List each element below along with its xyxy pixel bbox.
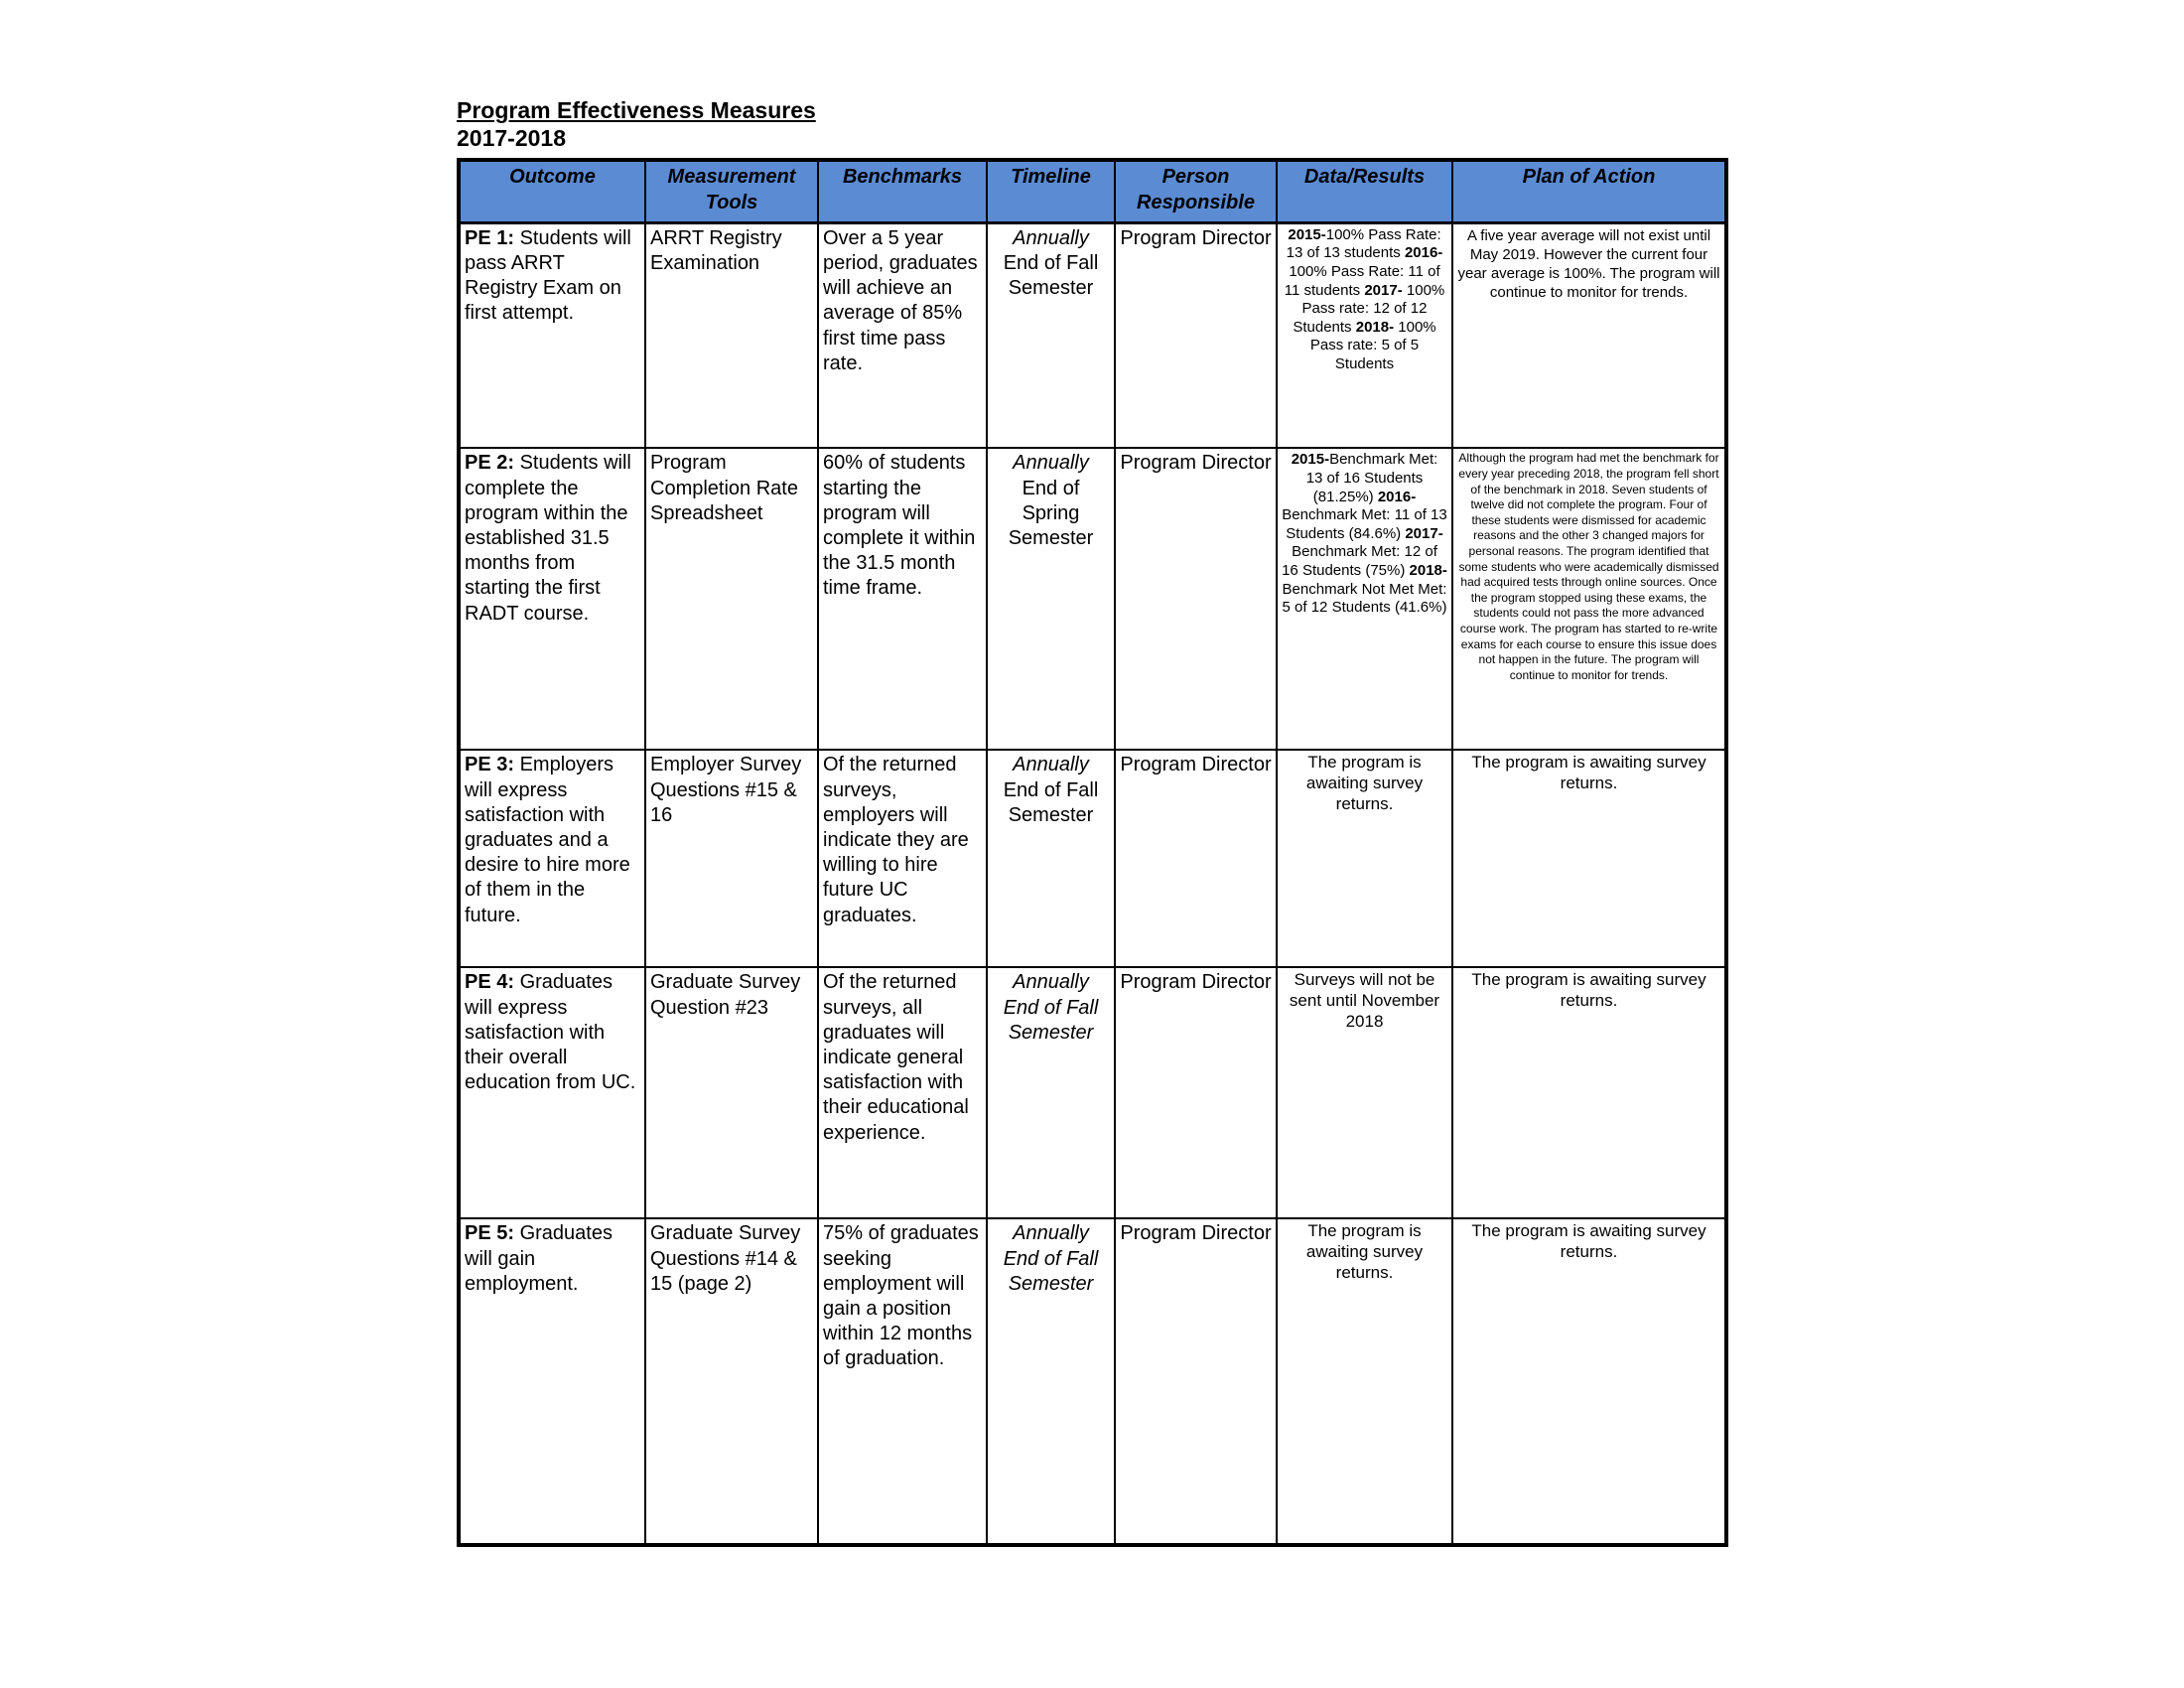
table-row-pe2 [459,448,1726,750]
benchmarks-cell: 75% of graduates seeking employment will gain a position within 12 months of graduation. [818,1218,987,1545]
col-header-outcome: Outcome [459,160,645,223]
data-results-cell: The program is awaiting survey returns. [1277,750,1452,967]
pe-label: PE 4: [465,971,515,994]
outcome-cell [459,1218,645,1545]
timeline-frequency: Annually [1013,226,1089,249]
plan-of-action-cell: The program is awaiting survey returns. [1452,967,1726,1218]
year-label: 2017- [1405,524,1443,542]
table-row-pe3 [459,750,1726,967]
document-page [457,97,1727,1547]
pe-label: PE 5: [465,1222,515,1245]
timeline-period: End of Fall Semester [1003,252,1099,300]
outcome-text: Students will pass ARRT Registry Exam on first attempt. [465,226,631,325]
year-label: 2017- [1364,281,1403,299]
timeline-period: End of Fall Semester [1003,996,1099,1044]
person-responsible-cell: Program Director [1115,967,1277,1218]
pe-label: PE 3: [465,754,515,776]
pe-label: PE 2: [465,452,515,475]
measurement-tools-cell: Employer Survey Questions #15 & 16 [645,750,818,967]
person-responsible-cell: Program Director [1115,1218,1277,1545]
person-responsible-cell: Program Director [1115,222,1277,448]
plan-of-action-cell: The program is awaiting survey returns. [1452,750,1726,967]
measurement-tools-cell: ARRT Registry Examination [645,222,818,448]
col-header-plan-of-action: Plan of Action [1452,160,1726,223]
program-effectiveness-table [457,158,1728,1548]
data-results-cell: Surveys will not be sent until November 2018 [1277,967,1452,1218]
table-row-pe5 [459,1218,1726,1545]
plan-of-action-cell: Although the program had met the benchmark for every year preceding 2018, the program fell short of the benchmark in 2018. Seven students of twelve did not complete the program. Four of these students were dismissed for academic reasons and the other 3 changed majors for personal reasons. The program identified that some students who were academically dismissed had acquired tests through online sources. Once the program stopped using these exams, the students could not pass the more advanced course work. The program has started to re-write exams for each course to ensure this issue does not happen in the future. The program will continue to monitor for trends. [1452,448,1726,750]
timeline-cell [987,750,1115,967]
benchmarks-cell: Of the returned surveys, employers will indicate they are willing to hire future UC graduates. [818,750,987,967]
page-title: Program Effectiveness Measures [457,97,816,123]
timeline-cell [987,1218,1115,1545]
benchmarks-cell: 60% of students starting the program will complete it within the 31.5 month time frame. [818,448,987,750]
col-header-benchmarks: Benchmarks [818,160,987,223]
page-subtitle: 2017-2018 [457,125,566,152]
data-results-cell [1277,222,1452,448]
table-header-row [459,160,1726,223]
result-text: 100% Pass Rate: 11 of 11 students [1284,263,1440,299]
measurement-tools-cell: Program Completion Rate Spreadsheet [645,448,818,750]
year-label: 2018- [1409,561,1447,579]
col-header-data-results: Data/Results [1277,160,1452,223]
data-results-cell: The program is awaiting survey returns. [1277,1218,1452,1545]
year-label: 2016- [1404,244,1443,262]
data-results-cell [1277,448,1452,750]
outcome-text: Graduates will express satisfaction with their overall education from UC. [465,971,636,1094]
col-header-person-responsible: Person Responsible [1115,160,1277,223]
year-label: 2016- [1377,488,1417,505]
table-row-pe4 [459,967,1726,1218]
measurement-tools-cell: Graduate Survey Questions #14 & 15 (page 2) [645,1218,818,1545]
plan-of-action-cell: The program is awaiting survey returns. [1452,1218,1726,1545]
outcome-text: Employers will express satisfaction with graduates and a desire to hire more of them in the future. [465,754,630,926]
outcome-text: Graduates will gain employment. [465,1222,613,1295]
timeline-frequency: Annually [1013,452,1089,475]
timeline-frequency: Annually [1013,1222,1089,1245]
col-header-timeline: Timeline [987,160,1115,223]
outcome-cell [459,967,645,1218]
benchmarks-cell: Over a 5 year period, graduates will achieve an average of 85% first time pass rate. [818,222,987,448]
timeline-frequency: Annually [1013,971,1089,994]
result-text: 100% Pass rate: 5 of 5 Students [1309,318,1436,373]
timeline-cell [987,222,1115,448]
result-text: Benchmark Met: 11 of 13 Students (84.6%) [1282,506,1447,542]
table-row-pe1 [459,222,1726,448]
timeline-frequency: Annually [1013,754,1089,776]
outcome-cell [459,222,645,448]
result-text: Benchmark Not Met Met: 5 of 12 Students (41.6%) [1282,580,1447,617]
person-responsible-cell: Program Director [1115,448,1277,750]
outcome-text: Students will complete the program within the established 31.5 months from starting the first RADT course. [465,452,631,625]
year-label: 2015- [1291,451,1330,469]
timeline-cell [987,448,1115,750]
result-text: 100% Pass Rate: 13 of 13 students [1286,225,1441,262]
plan-of-action-cell: A five year average will not exist until May 2019. However the current four year average is 100%. The program will continue to monitor for trends. [1452,222,1726,448]
year-label: 2015- [1288,225,1326,243]
pe-label: PE 1: [465,226,515,249]
outcome-cell [459,750,645,967]
measurement-tools-cell: Graduate Survey Question #23 [645,967,818,1218]
result-text: Benchmark Met: 13 of 16 Students (81.25%) [1305,451,1438,505]
timeline-period: End of Spring Semester [1008,477,1094,549]
result-text: 100% Pass rate: 12 of 12 Students [1293,281,1445,336]
timeline-period: End of Fall Semester [1003,1247,1099,1295]
timeline-period: End of Fall Semester [1003,778,1099,826]
person-responsible-cell: Program Director [1115,750,1277,967]
outcome-cell [459,448,645,750]
col-header-measurement-tools: Measurement Tools [645,160,818,223]
year-label: 2018- [1355,318,1395,336]
result-text: Benchmark Met: 12 of 16 Students (75%) [1282,543,1437,579]
timeline-cell [987,967,1115,1218]
benchmarks-cell: Of the returned surveys, all graduates will indicate general satisfaction with their educational experience. [818,967,987,1218]
